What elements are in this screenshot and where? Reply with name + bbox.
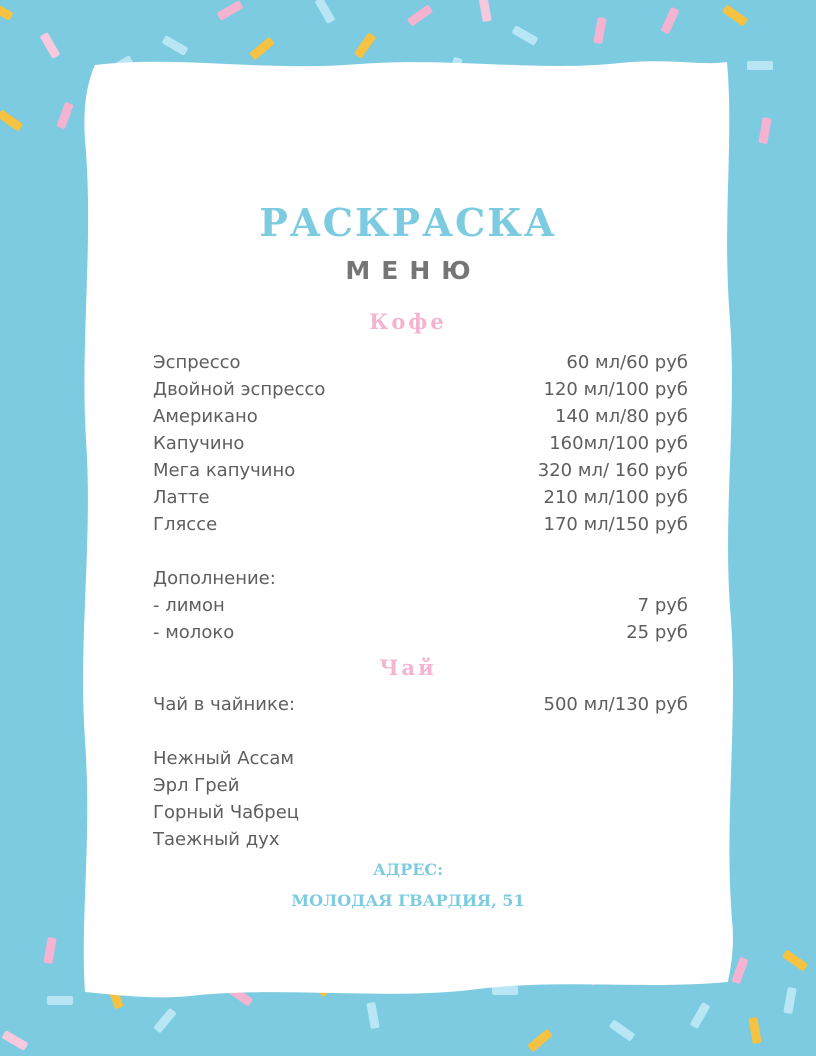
coffee-heading: Кофе [369,309,447,334]
menu-item [153,484,688,511]
coffee-list [153,349,688,646]
extra-item [153,592,688,619]
item-name: Двойной эспрессо [153,379,326,400]
item-price: 160мл/100 руб [549,433,688,454]
item-price: 7 руб [637,595,688,616]
menu-subtitle: МЕНЮ [345,256,482,285]
item-price: 320 мл/ 160 руб [537,460,688,481]
menu-item [153,511,688,538]
menu-item [153,457,688,484]
item-name: - лимон [153,595,225,616]
item-name: Американо [153,406,258,427]
extras-label-row [153,565,688,592]
variety-name: Нежный Ассам [153,748,294,769]
item-name: Чай в чайнике: [153,694,295,715]
tea-variety [153,799,688,826]
tea-variety [153,826,688,853]
item-price: 60 мл/60 руб [566,352,688,373]
item-name: Гляссе [153,514,218,535]
tea-variety [153,745,688,772]
tea-variety [153,772,688,799]
menu-item [153,403,688,430]
tea-list [153,691,688,853]
variety-name: Горный Чабрец [153,802,300,823]
extra-item [153,619,688,646]
extras-label: Дополнение: [153,568,276,589]
item-name: Капучино [153,433,245,454]
item-price: 140 мл/80 руб [554,406,688,427]
variety-name: Таежный дух [153,829,280,850]
item-name: Латте [153,487,210,508]
address-label: АДРЕС: [372,860,444,879]
item-name: Эспрессо [153,352,241,373]
menu-item [153,376,688,403]
address-value: МОЛОДАЯ ГВАРДИЯ, 51 [291,891,525,910]
item-price: 25 руб [626,622,688,643]
variety-name: Эрл Грей [153,775,240,796]
tea-heading: Чай [379,655,437,680]
cafe-name: РАСКРАСКА [259,200,557,245]
item-price: 170 мл/150 руб [543,514,688,535]
menu-item [153,349,688,376]
menu-item [153,691,688,718]
item-price: 500 мл/130 руб [543,694,688,715]
item-price: 120 мл/100 руб [543,379,688,400]
item-name: - молоко [153,622,235,643]
menu-item [153,430,688,457]
item-name: Мега капучино [153,460,296,481]
item-price: 210 мл/100 руб [543,487,688,508]
